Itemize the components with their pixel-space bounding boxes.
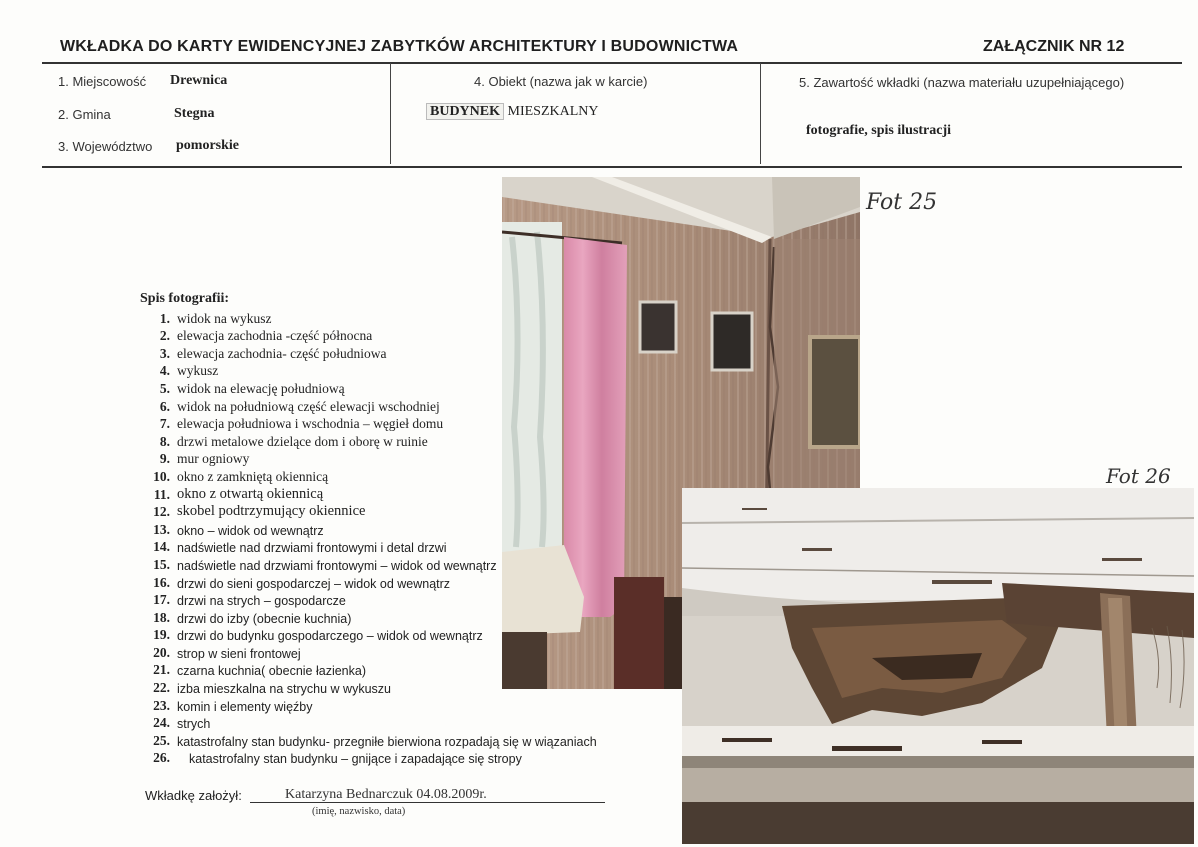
- photo-list-item: [140, 714, 597, 732]
- header-bottom-rule: [42, 166, 1182, 168]
- photo-list-item-number: 7.: [159, 416, 170, 432]
- photo-list-item-text: elewacja zachodnia- część południowa: [177, 345, 387, 361]
- voivodeship-value: pomorskie: [176, 138, 239, 153]
- photo-list-item-text: wykusz: [177, 363, 219, 379]
- photo-list-item-number: 13.: [153, 521, 170, 537]
- photo-list-item-text: okno – widok od wewnątrz: [177, 523, 324, 538]
- locality-label: 1. Miejscowość: [58, 74, 147, 89]
- photo-list-item-number: 10.: [153, 468, 170, 484]
- photo-list-item-number: 17.: [153, 592, 170, 608]
- photo-list-item-number: 25.: [153, 732, 170, 748]
- photo-list-item-text: skobel podtrzymujący okiennice: [177, 503, 366, 520]
- photo-list-item-number: 8.: [159, 433, 170, 449]
- photo-list-item-number: 24.: [153, 715, 170, 731]
- photo-list-item-text: izba mieszkalna na strychu w wykuszu: [177, 682, 391, 697]
- photo-list-item-number: 6.: [159, 398, 170, 414]
- photo-list-item-number: 1.: [159, 310, 170, 326]
- photo-list-item-number: 4.: [159, 363, 170, 379]
- signature-line: [250, 802, 605, 803]
- photo-26-note: Fot 26: [1106, 464, 1171, 488]
- photo-list-item-text: drzwi do sieni gospodarczej – widok od wewnątrz: [177, 576, 451, 591]
- photo-list-item: [140, 731, 597, 749]
- photo-list-item-number: 15.: [153, 556, 170, 572]
- photo-list-item-number: 11.: [153, 486, 170, 502]
- photo-list-item-number: 26.: [153, 750, 170, 766]
- photo-list-item: [140, 696, 597, 714]
- content-value: fotografie, spis ilustracji: [806, 123, 952, 138]
- photo-list-item-text: mur ogniowy: [177, 451, 250, 467]
- photo-list-item-number: 12.: [153, 504, 170, 520]
- photo-26-rotten-ceiling: [682, 488, 1194, 844]
- photo-list-item-text: drzwi metalowe dzielące dom i oborę w ruinie: [177, 433, 428, 449]
- photo-list-item-number: 23.: [153, 697, 170, 713]
- voivodeship-label: 3. Województwo: [58, 139, 153, 154]
- photo-list-item: [140, 749, 597, 767]
- photo-list-item-number: 20.: [153, 644, 170, 660]
- photo-list-item-text: widok na elewację południową: [177, 380, 345, 396]
- photo-list-item-text: drzwi na strych – gospodarcze: [177, 594, 346, 609]
- photo-list-item-text: komin i elementy więźby: [177, 699, 313, 714]
- photo-list-item-text: widok na południową część elewacji wschodniej: [177, 398, 440, 414]
- column-divider-2: [760, 63, 761, 164]
- object-label: 4. Obiekt (nazwa jak w karcie): [474, 74, 648, 89]
- document-title: WKŁADKA DO KARTY EWIDENCYJNEJ ZABYTKÓW ARCHITEKTURY I BUDOWNICTWA: [60, 38, 739, 55]
- photo-list-item-text: nadświetle nad drzwiami frontowymi i detal drzwi: [177, 541, 447, 556]
- photo-list-item-number: 16.: [153, 574, 170, 590]
- photo-list-item-text: katastrofalny stan budynku- przegniłe bierwiona rozpadają się w wiązaniach: [177, 734, 597, 749]
- photo-list-title: Spis fotografii:: [140, 291, 230, 306]
- photo-list-item-number: 19.: [153, 627, 170, 643]
- photo-26-image: [682, 488, 1194, 844]
- photo-list-item-text: elewacja zachodnia -część północna: [177, 328, 373, 344]
- photo-list-item-number: 21.: [153, 662, 170, 678]
- photo-list-item-number: 14.: [153, 539, 170, 555]
- header-top-rule: [42, 62, 1182, 64]
- photo-list-item-text: strop w sieni frontowej: [177, 646, 301, 661]
- object-value-building: BUDYNEK: [426, 103, 504, 120]
- content-label: 5. Zawartość wkładki (nazwa materiału uzupełniającego): [799, 75, 1125, 90]
- signature-caption: (imię, nazwisko, data): [312, 806, 406, 817]
- photo-list-item-number: 2.: [159, 328, 170, 344]
- commune-value: Stegna: [174, 106, 215, 121]
- photo-list-item-number: 18.: [153, 609, 170, 625]
- photo-list-item-number: 22.: [153, 680, 170, 696]
- photo-list-item-text: czarna kuchnia( obecnie łazienka): [177, 664, 366, 679]
- annex-number: ZAŁĄCZNIK NR 12: [983, 38, 1125, 55]
- photo-list-item-number: 5.: [159, 380, 170, 396]
- prepared-by-label: Wkładkę założył:: [145, 788, 242, 803]
- photo-25-note: Fot 25: [866, 190, 938, 215]
- locality-value: Drewnica: [170, 73, 228, 88]
- photo-list-item-text: okno z otwartą okiennicą: [177, 485, 324, 502]
- photo-list-item-text: elewacja południowa i wschodnia – węgieł domu: [177, 416, 444, 432]
- commune-label: 2. Gmina: [58, 107, 111, 122]
- photo-list-item-text: nadświetle nad drzwiami frontowymi – widok od wewnątrz: [177, 558, 497, 573]
- prepared-by-signature: Katarzyna Bednarczuk 04.08.2009r.: [285, 787, 487, 802]
- photo-list-item-text: drzwi do budynku gospodarczego – widok od wewnątrz: [177, 629, 483, 644]
- object-value-residential: MIESZKALNY: [507, 104, 599, 119]
- photo-list-item-number: 3.: [159, 345, 170, 361]
- photo-list-item-text: widok na wykusz: [177, 310, 272, 326]
- object-value: [426, 104, 599, 120]
- photo-list-item-text: katastrofalny stan budynku – gnijące i zapadające się stropy: [189, 752, 522, 767]
- photo-list-item-text: drzwi do izby (obecnie kuchnia): [177, 611, 352, 626]
- photo-list-item-text: strych: [177, 717, 211, 732]
- column-divider-1: [390, 63, 391, 164]
- photo-list-item-number: 9.: [159, 451, 170, 467]
- photo-list-item-text: okno z zamkniętą okiennicą: [177, 468, 329, 484]
